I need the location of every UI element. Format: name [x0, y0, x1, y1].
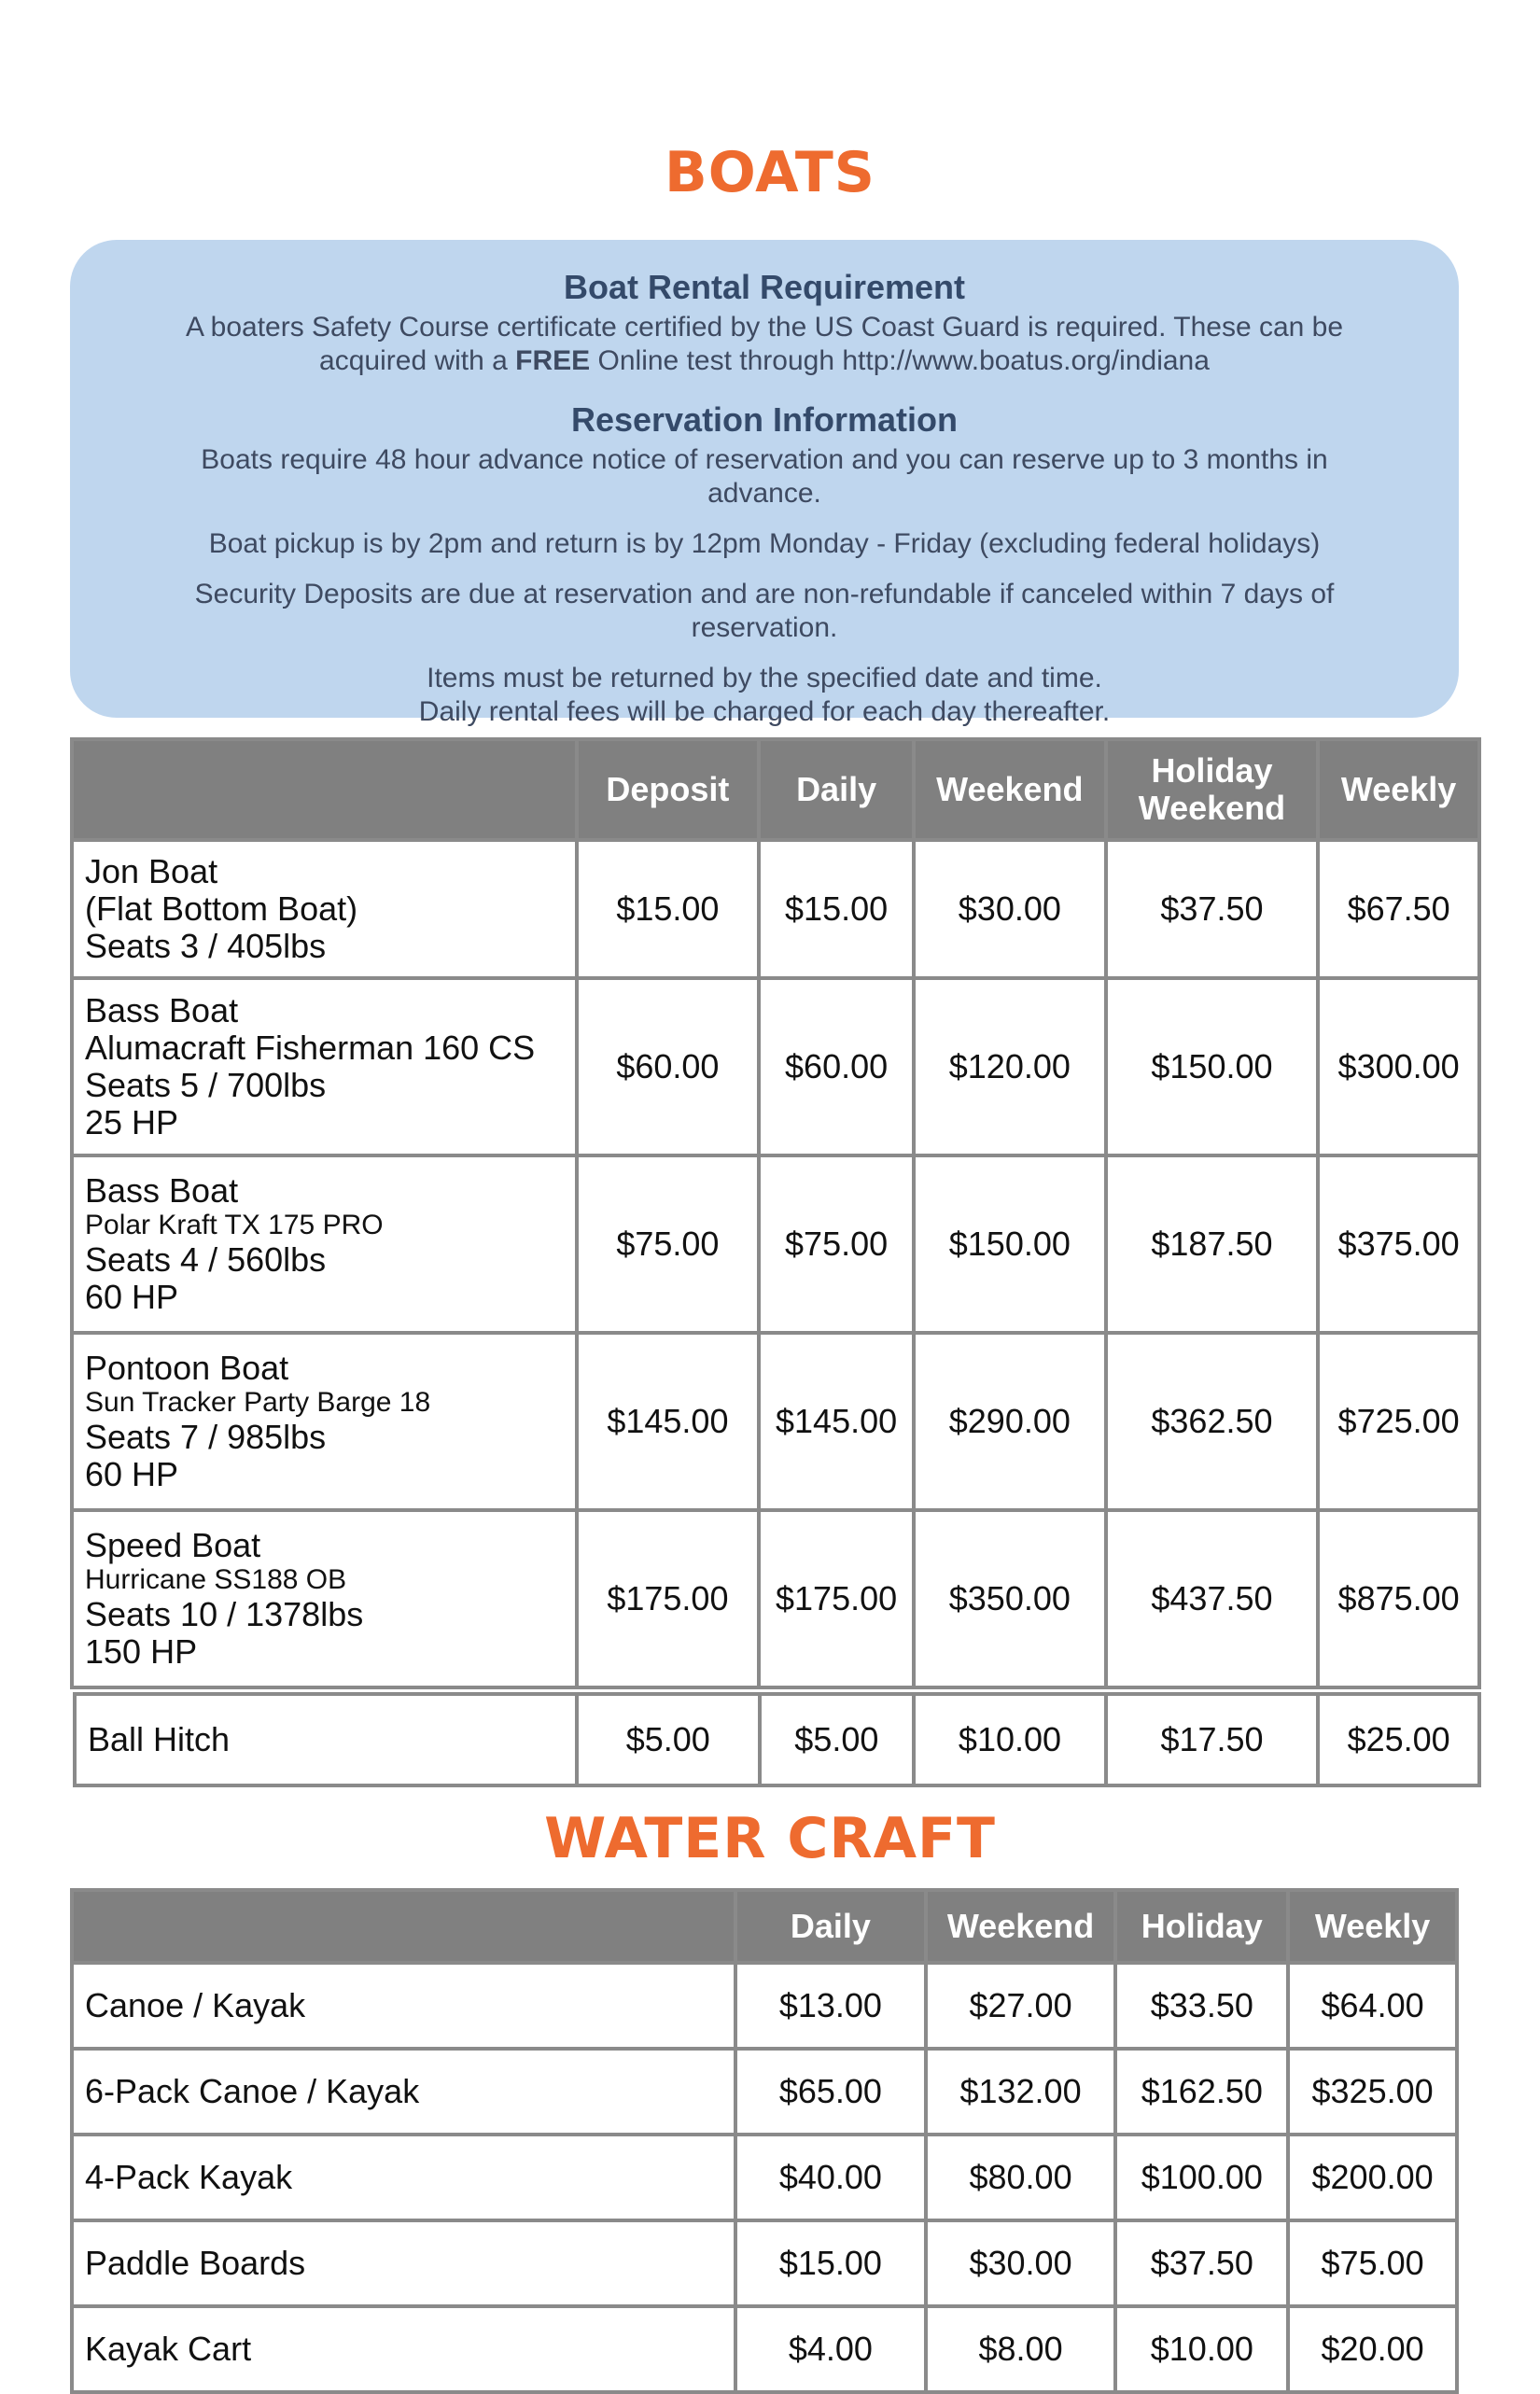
price-cell: $200.00 [1288, 2135, 1457, 2220]
boats-header-item [72, 739, 577, 840]
craft-header-item [72, 1890, 735, 1963]
price-cell: $60.00 [759, 978, 914, 1155]
price-cell: $120.00 [914, 978, 1106, 1155]
price-cell: $13.00 [735, 1963, 926, 2049]
price-cell: $10.00 [1115, 2306, 1288, 2392]
boats-header-holiday-weekend [1106, 739, 1319, 840]
price-cell: $350.00 [914, 1510, 1106, 1687]
rental-info-box [70, 240, 1459, 727]
table-row [72, 1333, 1479, 1510]
boats-price-table [70, 737, 1481, 1689]
weekend-label: Weekend [1138, 789, 1286, 827]
price-cell: $187.50 [1106, 1155, 1319, 1333]
table-row [72, 2306, 1457, 2392]
price-cell: $80.00 [926, 2135, 1116, 2220]
boat-description [72, 1333, 577, 1510]
boats-heading: BOATS [664, 140, 876, 205]
craft-header-row [72, 1890, 1457, 1963]
table-row [75, 1694, 1479, 1785]
price-cell: $8.00 [926, 2306, 1116, 2392]
water-craft-heading: WATER CRAFT [544, 1806, 996, 1871]
price-cell: $132.00 [926, 2049, 1116, 2135]
boat-description [72, 1155, 577, 1333]
deposit-line-2: reservation. [691, 612, 838, 643]
requirement-line-2-pre: acquired with a [319, 345, 516, 376]
price-cell: $25.00 [1318, 1694, 1479, 1785]
reservation-line-1: Boats require 48 hour advance notice of reservation and you can reserve up to 3 months in [201, 444, 1328, 475]
boat-horsepower: 60 HP [85, 1455, 179, 1493]
price-cell: $37.50 [1115, 2220, 1288, 2306]
table-row [72, 1155, 1479, 1333]
price-cell: $10.00 [914, 1694, 1106, 1785]
boat-model: Polar Kraft TX 175 PRO [85, 1210, 384, 1240]
price-cell: $162.50 [1115, 2049, 1288, 2135]
boats-header-deposit: Deposit [577, 739, 760, 840]
price-cell: $290.00 [914, 1333, 1106, 1510]
price-cell: $175.00 [759, 1510, 914, 1687]
table-row [72, 1510, 1479, 1687]
price-cell: $75.00 [1288, 2220, 1457, 2306]
price-cell: $15.00 [577, 840, 760, 978]
price-cell: $300.00 [1318, 978, 1479, 1155]
price-cell: $150.00 [914, 1155, 1106, 1333]
reservation-info-title: Reservation Information [570, 400, 959, 439]
price-cell: $150.00 [1106, 978, 1319, 1155]
craft-header-daily: Daily [735, 1890, 926, 1963]
price-cell: $40.00 [735, 2135, 926, 2220]
price-cell: $5.00 [760, 1694, 915, 1785]
price-cell: $725.00 [1318, 1333, 1479, 1510]
price-cell: $875.00 [1318, 1510, 1479, 1687]
boat-name: Speed Boat [85, 1526, 261, 1564]
price-cell: $20.00 [1288, 2306, 1457, 2392]
table-row [72, 2135, 1457, 2220]
requirement-line-2-post: Online test through http://www.boatus.org/indiana [590, 345, 1210, 376]
price-cell: $64.00 [1288, 1963, 1457, 2049]
price-cell: $17.50 [1106, 1694, 1318, 1785]
boat-capacity: Seats 5 / 700lbs [85, 1066, 327, 1104]
price-cell: $75.00 [759, 1155, 914, 1333]
price-cell: $75.00 [577, 1155, 760, 1333]
price-cell: $145.00 [759, 1333, 914, 1510]
boat-description [72, 840, 577, 978]
boat-name: Bass Boat [85, 1171, 239, 1210]
price-cell: $437.50 [1106, 1510, 1319, 1687]
table-row [72, 2049, 1457, 2135]
price-cell: $65.00 [735, 2049, 926, 2135]
price-cell: $60.00 [577, 978, 760, 1155]
holiday-label: Holiday [1151, 751, 1273, 790]
boat-capacity: Seats 4 / 560lbs [85, 1240, 327, 1279]
price-cell: $4.00 [735, 2306, 926, 2392]
table-row [72, 2220, 1457, 2306]
boats-header-weekly: Weekly [1318, 739, 1479, 840]
boat-model: (Flat Bottom Boat) [85, 889, 358, 928]
craft-label: Canoe / Kayak [72, 1963, 735, 2049]
price-cell: $67.50 [1318, 840, 1479, 978]
boat-capacity: Seats 10 / 1378lbs [85, 1595, 364, 1633]
table-row [72, 978, 1479, 1155]
price-cell: $37.50 [1106, 840, 1319, 978]
table-row [72, 840, 1479, 978]
price-cell: $5.00 [577, 1694, 760, 1785]
craft-label: Kayak Cart [72, 2306, 735, 2392]
price-cell: $15.00 [735, 2220, 926, 2306]
price-cell: $27.00 [926, 1963, 1116, 2049]
price-cell: $375.00 [1318, 1155, 1479, 1333]
requirement-line-2 [135, 344, 1393, 378]
craft-header-weekend: Weekend [926, 1890, 1116, 1963]
water-craft-price-table [70, 1888, 1459, 2394]
craft-label: 6-Pack Canoe / Kayak [72, 2049, 735, 2135]
boats-header-daily: Daily [759, 739, 914, 840]
boat-horsepower: 60 HP [85, 1278, 179, 1316]
price-cell: $145.00 [577, 1333, 760, 1510]
reservation-line-2: advance. [707, 478, 821, 509]
price-cell: $30.00 [926, 2220, 1116, 2306]
rental-requirement-title: Boat Rental Requirement [563, 268, 966, 306]
boat-horsepower: 150 HP [85, 1632, 198, 1671]
free-label: FREE [515, 345, 591, 376]
boat-capacity: Seats 3 / 405lbs [85, 927, 327, 965]
boat-name: Bass Boat [85, 991, 239, 1029]
craft-label: 4-Pack Kayak [72, 2135, 735, 2220]
boat-description [72, 1510, 577, 1687]
boats-header-weekend: Weekend [914, 739, 1106, 840]
boat-model: Sun Tracker Party Barge 18 [85, 1387, 431, 1418]
price-cell: $362.50 [1106, 1333, 1319, 1510]
boat-name: Jon Boat [85, 852, 218, 890]
boat-model: Hurricane SS188 OB [85, 1564, 347, 1595]
craft-label: Paddle Boards [72, 2220, 735, 2306]
requirement-line-1: A boaters Safety Course certificate certified by the US Coast Guard is required. These can be [185, 312, 1344, 343]
boat-horsepower: 25 HP [85, 1103, 179, 1141]
price-cell: $30.00 [914, 840, 1106, 978]
boat-name: Pontoon Boat [85, 1349, 289, 1387]
price-cell: $100.00 [1115, 2135, 1288, 2220]
hitch-label: Ball Hitch [75, 1694, 577, 1785]
price-cell: $15.00 [759, 840, 914, 978]
price-cell: $33.50 [1115, 1963, 1288, 2049]
price-cell: $325.00 [1288, 2049, 1457, 2135]
craft-header-holiday: Holiday [1115, 1890, 1288, 1963]
boat-capacity: Seats 7 / 985lbs [85, 1418, 327, 1456]
return-line-2: Daily rental fees will be charged for each day thereafter. [418, 696, 1111, 727]
return-line-1: Items must be returned by the specified date and time. [427, 663, 1102, 693]
table-row [72, 1963, 1457, 2049]
ball-hitch-table [73, 1692, 1481, 1787]
price-cell: $175.00 [577, 1510, 760, 1687]
boat-description [72, 978, 577, 1155]
deposit-line-1: Security Deposits are due at reservation and are non-refundable if canceled within 7 days of [194, 579, 1335, 609]
boat-model: Alumacraft Fisherman 160 CS [85, 1029, 536, 1067]
craft-header-weekly: Weekly [1288, 1890, 1457, 1963]
pickup-line: Boat pickup is by 2pm and return is by 12pm Monday - Friday (excluding federal holidays) [208, 528, 1321, 559]
boats-header-row [72, 739, 1479, 840]
